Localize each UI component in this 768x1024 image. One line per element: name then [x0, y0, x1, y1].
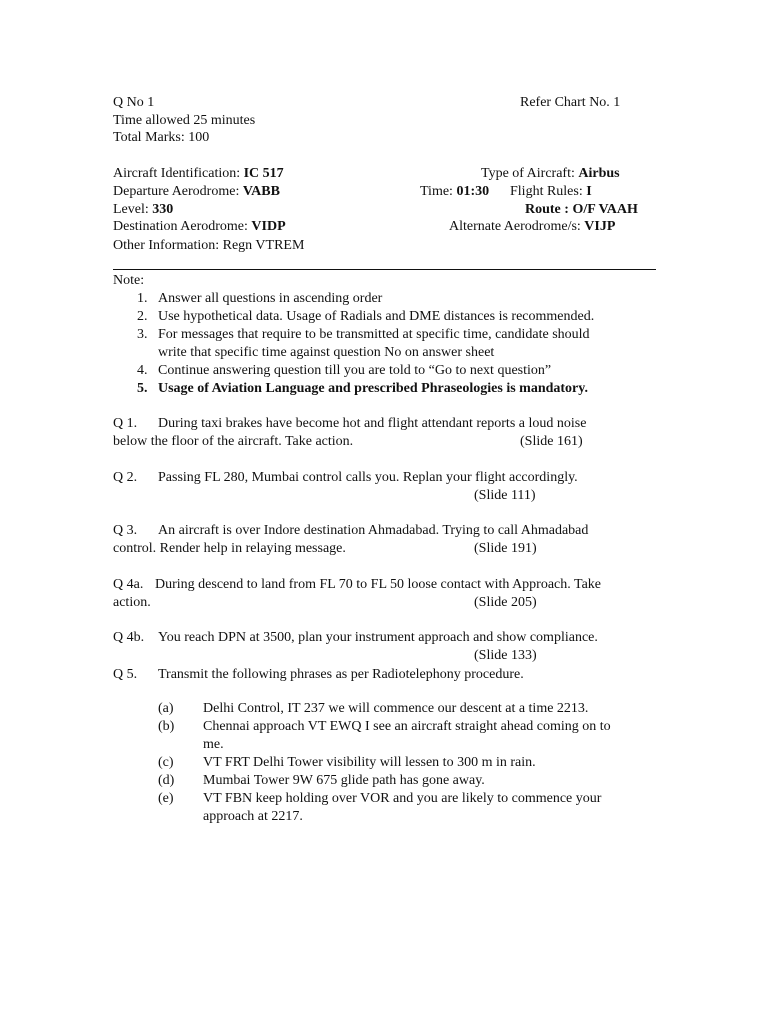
slide-reference: (Slide 161) — [520, 434, 583, 449]
note-item-text: Answer all questions in ascending order — [158, 291, 383, 306]
route — [525, 201, 638, 219]
flight-rules-label: Flight Rules: — [510, 184, 583, 199]
question-label: Q 4a. — [113, 577, 144, 592]
note-item-text: Continue answering question till you are told to “Go to next question” — [158, 363, 552, 378]
question-text-continued: control. Render help in relaying message. — [113, 541, 346, 556]
question-label: Q 1. — [113, 416, 138, 431]
aircraft-type-label: Type of Aircraft: — [481, 166, 575, 181]
note-item-text: Use hypothetical data. Usage of Radials and DME distances is recommended. — [158, 309, 595, 324]
question-text: You reach DPN at 3500, plan your instrument approach and show compliance. — [158, 630, 598, 645]
phrase-letter: (e) — [158, 791, 174, 806]
phrase-text: Chennai approach VT EWQ I see an aircraft straight ahead coming on to — [203, 719, 611, 734]
destination-value: VIDP — [251, 219, 286, 234]
alternate-aerodrome — [449, 218, 615, 236]
departure-time — [420, 183, 489, 201]
divider-line — [113, 269, 656, 270]
phrase-letter: (d) — [158, 773, 175, 788]
flight-rules — [510, 183, 592, 201]
time-label: Time: — [420, 184, 453, 199]
time-value: 01:30 — [456, 184, 490, 199]
departure-label: Departure Aerodrome: — [113, 184, 240, 199]
slide-reference: (Slide 133) — [474, 648, 537, 663]
phrase-text: Mumbai Tower 9W 675 glide path has gone away. — [203, 773, 485, 788]
aircraft-type — [481, 165, 620, 183]
aircraft-type-value: Airbus — [578, 166, 620, 181]
phrase-text: VT FBN keep holding over VOR and you are likely to commence your — [203, 791, 602, 806]
question-number: Q No 1 — [113, 95, 155, 110]
phrase-text: Delhi Control, IT 237 we will commence our descent at a time 2213. — [203, 701, 589, 716]
refer-chart: Refer Chart No. 1 — [520, 95, 621, 110]
note-item-number: 1. — [137, 291, 148, 306]
other-information: Other Information: Regn VTREM — [113, 238, 305, 253]
phrase-letter: (c) — [158, 755, 174, 770]
aircraft-id-value: IC 517 — [243, 166, 284, 181]
note-heading: Note: — [113, 273, 145, 288]
note-item-text-mandatory: Usage of Aviation Language and prescribed Phraseologies is mandatory. — [158, 381, 589, 396]
route-value: O/F VAAH — [572, 202, 638, 217]
question-label: Q 2. — [113, 470, 138, 485]
total-marks: Total Marks: 100 — [113, 130, 210, 145]
flight-level — [113, 201, 173, 219]
question-text-continued: action. — [113, 595, 151, 610]
flight-rules-value: I — [586, 184, 592, 199]
note-item-number: 3. — [137, 327, 148, 342]
question-text: During taxi brakes have become hot and flight attendant reports a loud noise — [158, 416, 587, 431]
question-text-continued: below the floor of the aircraft. Take action. — [113, 434, 354, 449]
slide-reference: (Slide 205) — [474, 595, 537, 610]
destination-aerodrome — [113, 218, 286, 236]
level-value: 330 — [152, 202, 174, 217]
slide-reference: (Slide 191) — [474, 541, 537, 556]
question-text: Passing FL 280, Mumbai control calls you. Replan your flight accordingly. — [158, 470, 578, 485]
question-label: Q 5. — [113, 667, 138, 682]
note-item-text-continued: write that specific time against question No on answer sheet — [158, 345, 495, 360]
note-item-number: 5. — [137, 381, 148, 396]
level-label: Level: — [113, 202, 149, 217]
question-text: During descend to land from FL 70 to FL 50 loose contact with Approach. Take — [155, 577, 602, 592]
phrase-text: VT FRT Delhi Tower visibility will lessen to 300 m in rain. — [203, 755, 536, 770]
departure-aerodrome — [113, 183, 280, 201]
question-text: An aircraft is over Indore destination Ahmadabad. Trying to call Ahmadabad — [158, 523, 589, 538]
phrase-text-continued: me. — [203, 737, 224, 752]
route-label: Route : — [525, 202, 569, 217]
destination-label: Destination Aerodrome: — [113, 219, 248, 234]
departure-value: VABB — [242, 184, 280, 199]
question-text: Transmit the following phrases as per Radiotelephony procedure. — [158, 667, 524, 682]
question-label: Q 4b. — [113, 630, 145, 645]
phrase-letter: (a) — [158, 701, 174, 716]
slide-reference: (Slide 111) — [474, 488, 536, 503]
question-label: Q 3. — [113, 523, 138, 538]
note-item-number: 4. — [137, 363, 148, 378]
alternate-value: VIJP — [584, 219, 616, 234]
phrase-text-continued: approach at 2217. — [203, 809, 303, 824]
note-item-number: 2. — [137, 309, 148, 324]
aircraft-id-label: Aircraft Identification: — [113, 166, 241, 181]
aircraft-identification — [113, 165, 284, 183]
phrase-letter: (b) — [158, 719, 175, 734]
alternate-label: Alternate Aerodrome/s: — [449, 219, 581, 234]
note-item-text: For messages that require to be transmitted at specific time, candidate should — [158, 327, 590, 342]
time-allowed: Time allowed 25 minutes — [113, 113, 256, 128]
